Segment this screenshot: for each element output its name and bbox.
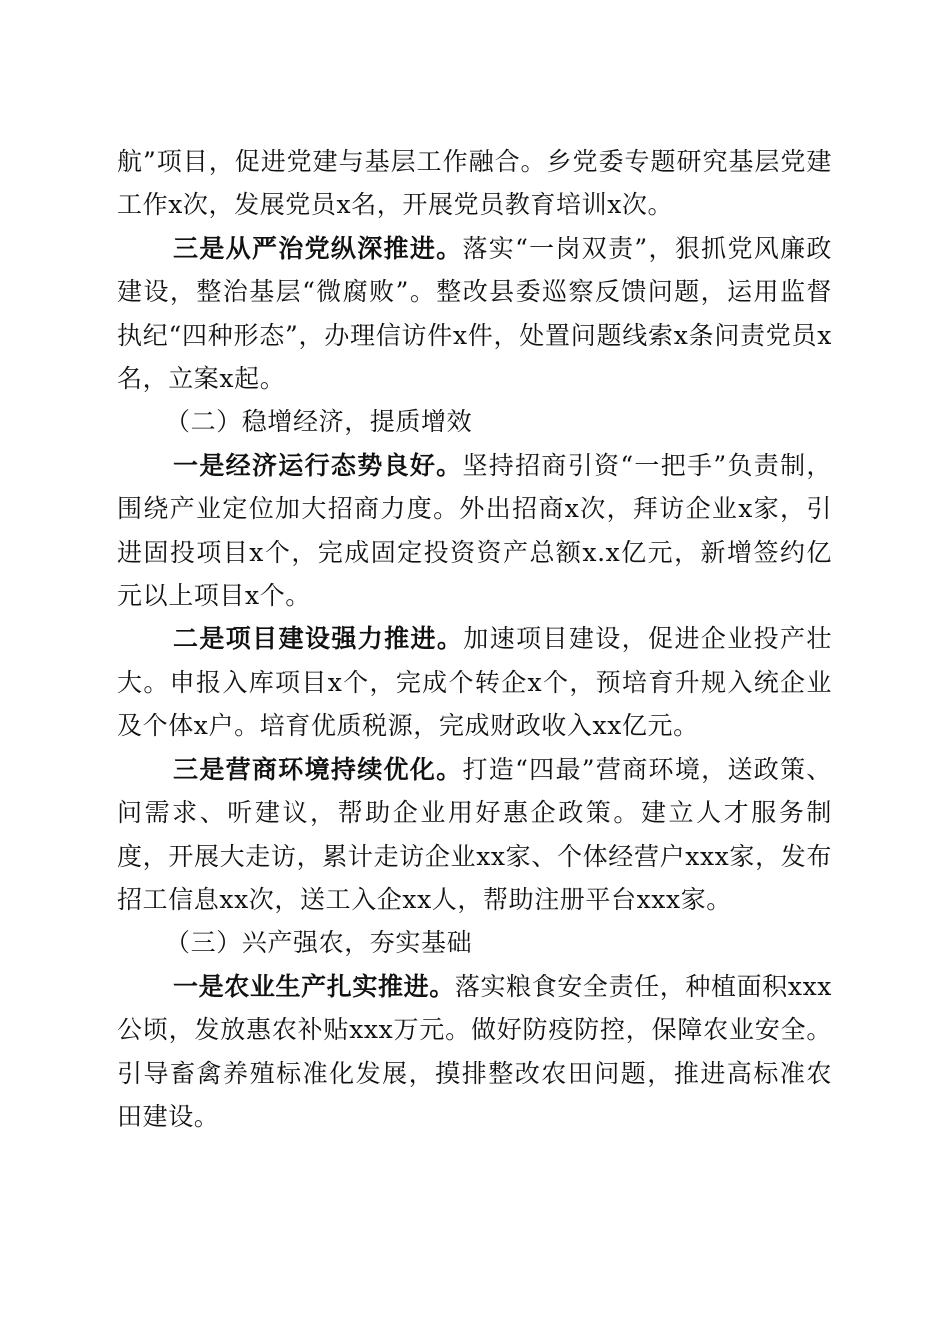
section-heading-economy [117,400,832,443]
heading-text: （三）兴产强农，夯实基础 [165,928,473,958]
paragraph-project-construction [117,617,832,747]
paragraph-business-environment [117,748,832,922]
paragraph-lead: 一是农业生产扎实推进。 [173,971,455,1001]
document-page [117,140,832,1138]
paragraph-lead: 二是项目建设强力推进。 [173,624,464,654]
paragraph-lead: 三是从严治党纵深推进。 [173,233,463,263]
paragraph-strict-party-governance [117,227,832,401]
paragraph-text: 坚持招商引资“一把手”负责制，围绕产业定位加大招商力度。外出招商x次，拜访企业x家，引进固投项目x个，完成固定投资资产总额x.x亿元，新增签约亿元以上项目x个。 [117,450,832,611]
paragraph-text: 航”项目，促进党建与基层工作融合。乡党委专题研究基层党建工作x次，发展党员x名，开展党员教育培训x次。 [117,147,832,220]
paragraph-agricultural-production [117,965,832,1139]
paragraph-text: 加速项目建设，促进企业投产壮大。申报入库项目x个，完成个转企x个，预培育升规入统企业及个体x户。培育优质税源，完成财政收入xx亿元。 [117,624,832,741]
section-heading-agriculture [117,921,832,964]
paragraph-lead: 三是营商环境持续优化。 [173,754,463,784]
paragraph-continuation [117,140,832,227]
paragraph-text: 落实“一岗双责”，狠抓党风廉政建设，整治基层“微腐败”。整改县委巡察反馈问题，运用监督执纪“四种形态”，办理信访件x件，处置问题线索x条问责党员x名，立案x起。 [117,233,832,394]
paragraph-lead: 一是经济运行态势良好。 [173,450,463,480]
paragraph-economic-operation [117,444,832,618]
heading-text: （二）稳增经济，提质增效 [165,407,473,437]
paragraph-text: 落实粮食安全责任，种植面积xxx公顷，发放惠农补贴xxx万元。做好防疫防控，保障农业安全。引导畜禽养殖标准化发展，摸排整改农田问题，推进高标准农田建设。 [117,971,832,1131]
paragraph-text: 打造“四最”营商环境，送政策、问需求、听建议，帮助企业用好惠企政策。建立人才服务制度，开展大走访，累计走访企业xx家、个体经营户xxx家，发布招工信息xx次，送工入企xx人，帮助注册平台xxx家。 [117,754,832,914]
